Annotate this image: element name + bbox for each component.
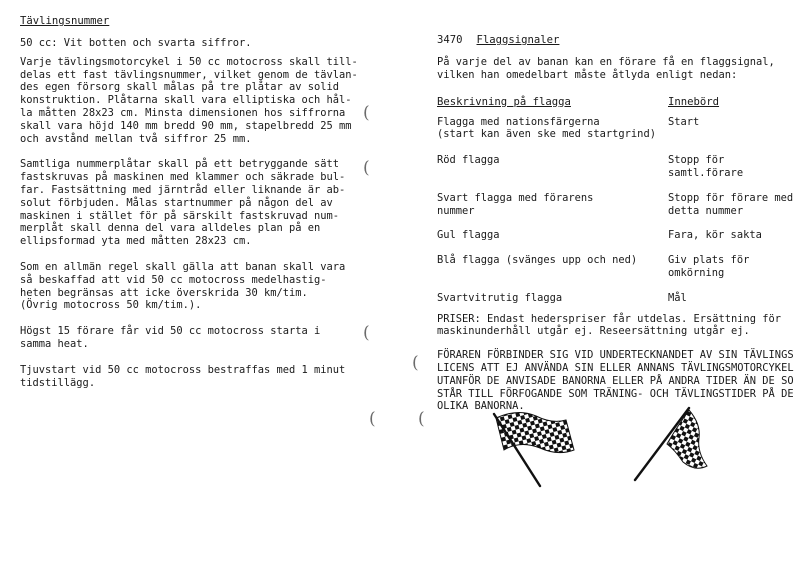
flag-meaning: Mål <box>668 291 687 304</box>
binding-hole: ( <box>363 158 370 178</box>
checkered-flag-icon <box>488 404 598 489</box>
left-paragraph: Högst 15 förare får vid 50 cc motocross starta i samma heat. <box>20 325 321 350</box>
flag-meaning: Stopp för samtl.förare <box>668 154 744 179</box>
flag-meaning: Fara, kör sakta <box>668 229 762 242</box>
right-page <box>437 34 797 413</box>
left-paragraph: Tjuvstart vid 50 cc motocross bestraffas med 1 minut tidstillägg. <box>20 363 346 389</box>
checkered-flag-icon <box>625 404 725 489</box>
flag-meaning: Giv plats för omkörning <box>668 254 750 279</box>
flag-meaning: Stopp för förare med detta nummer <box>668 191 794 217</box>
binding-hole: ( <box>418 409 425 429</box>
left-page <box>20 15 365 389</box>
flag-table-row <box>437 192 797 218</box>
flag-description: Svartvitrutig flagga <box>437 291 563 304</box>
prizes-note: PRISER: Endast hederspriser får utdelas. Ersättning för maskinunderhåll utgår ej. Reseersättning utgår ej. <box>437 312 782 338</box>
flag-table-row <box>437 229 797 242</box>
column-header-meaning: Innebörd <box>668 95 720 108</box>
right-title-row <box>437 34 797 46</box>
flag-meaning: Start <box>668 115 700 128</box>
flag-table-row <box>437 254 797 280</box>
right-heading: Flaggsignaler <box>476 34 560 46</box>
left-paragraph: Som en allmän regel skall gälla att banan skall vara så beskaffad att vid 50 cc motocross medelhastig- heten begränsas att icke överskrida 30 km/tim. (Övrig motocross 50 km/tim.). <box>20 260 346 312</box>
flag-description: Röd flagga <box>437 154 500 167</box>
flag-table-row <box>437 154 797 180</box>
binding-hole: ( <box>363 103 370 123</box>
licence-notice: FÖRAREN FÖRBINDER SIG VID UNDERTECKNANDET AV SIN TÄVLINGS LICENS ATT EJ ANVÄNDA SIN ELLER ANNANS TÄVLINGSMOTORCYKEL UTANFÖR DE ANVISADE BANORNA ELLER PÅ ANDRA TIDER ÄN DE SO STÅR TILL FÖRFOGANDE SOM TRÄNING- OCH TÄVLINGSTIDER PÅ DE OLIKA BANORNA. <box>437 349 794 413</box>
flag-table-row <box>437 116 797 142</box>
right-intro: På varje del av banan kan en förare få en flaggsignal, vilken han omedelbart måste åtlyda enligt nedan: <box>437 56 775 81</box>
flag-table-row <box>437 292 797 305</box>
section-number: 3470 <box>437 34 463 46</box>
column-header-description: Beskrivning på flagga <box>437 95 571 108</box>
flag-description: Blå flagga (svänges upp och ned) <box>437 254 638 267</box>
flag-table-header <box>437 96 797 108</box>
left-subtitle: 50 cc: Vit botten och svarta siffror. <box>20 37 252 49</box>
binding-hole: ( <box>369 409 376 429</box>
binding-hole: ( <box>412 353 419 373</box>
binding-hole: ( <box>363 323 370 343</box>
left-paragraph: Varje tävlingsmotorcykel i 50 cc motocross skall till- delas ett fast tävlingsnummer, vilket genom de tävlan- des egen försorg skall målas på tre plåtar av solid konstruktion. Plåtarna skall vara elliptiska och hål- la måtten 28x23 cm. Minsta dimensionen hos siffrorna skall vara höjd 140 mm bredd 90 mm, stapelbredd 25 mm och avstånd mellan två siffror 25 mm. <box>20 55 358 145</box>
left-heading: Tävlingsnummer <box>20 15 110 27</box>
flag-description: Svart flagga med förarens nummer <box>437 191 594 217</box>
left-paragraph: Samtliga nummerplåtar skall på ett betryggande sätt fastskruvas på maskinen med klammer och säkrade bul- far. Fastsättning med järntråd eller liknande är ab- solut förbjuden. Målas startnummer på någon del av maskinen i stället för på särskilt fastskruvad num- merplåt skall denna del vara alldeles plan på en ellipsformad yta med måtten 28x23 cm. <box>20 158 346 248</box>
flag-description: Flagga med nationsfärgerna (start kan även ske med startgrind) <box>437 115 656 141</box>
flag-description: Gul flagga <box>437 229 500 242</box>
